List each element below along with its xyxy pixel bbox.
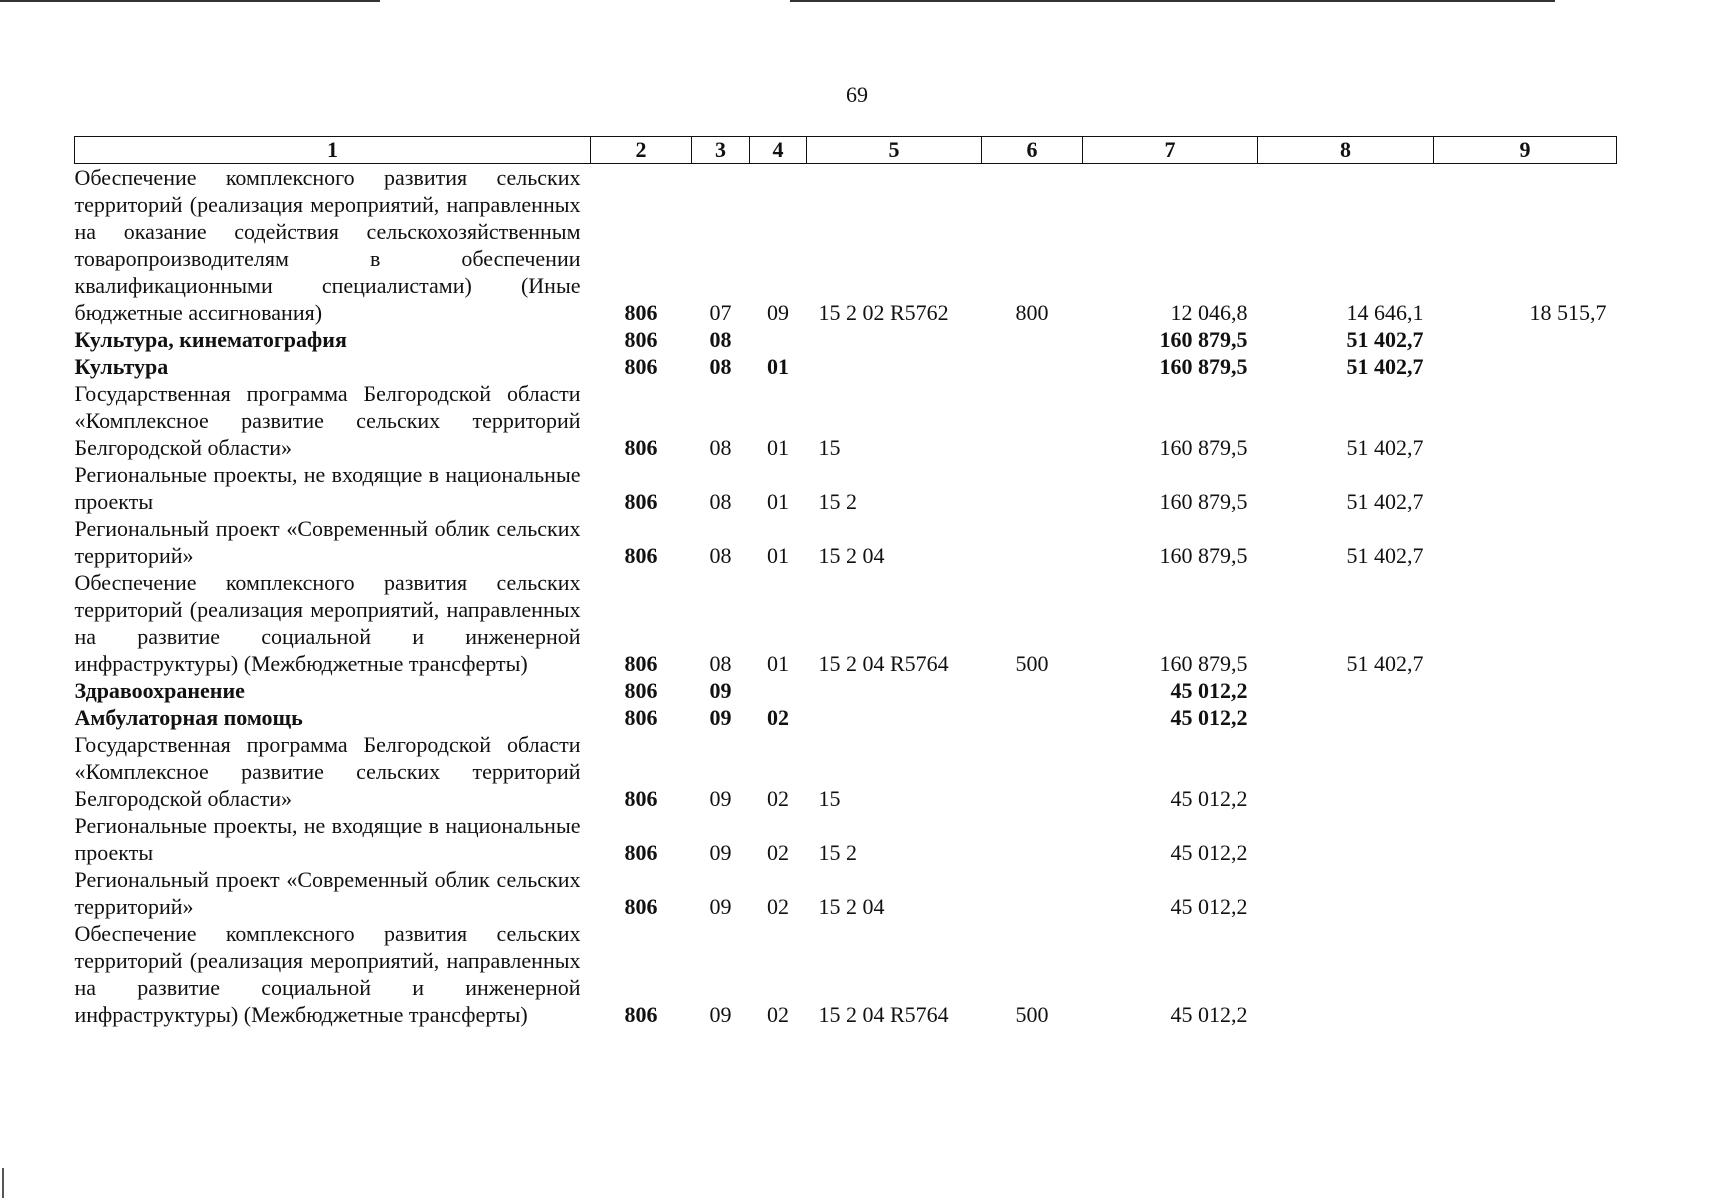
code-expense-type-cell: 500 [1015, 651, 1049, 676]
amount-column-8-cell [1258, 812, 1434, 866]
code-expense-type-cell: 800 [1015, 300, 1049, 325]
amount-column-7-cell: 45 012,2 [1170, 705, 1248, 730]
column-header-5: 5 [807, 137, 982, 164]
code-target-article-cell: 15 2 02 R5762 [818, 300, 949, 325]
code-expense-type-cell: 500 [1015, 1002, 1049, 1027]
row-name-cell: Государственная программа Белгородской области «Комплексное развитие сельских территорий Белгородской области» [74, 732, 581, 811]
code-subsection-cell: 01 [767, 543, 789, 568]
code-subsection-cell: 01 [767, 651, 789, 676]
column-header-7: 7 [1083, 137, 1258, 164]
header-row [75, 137, 1617, 164]
code-section-cell: 09 [709, 894, 732, 919]
code-expense-type-cell [982, 677, 1083, 704]
code-subsection-cell: 02 [767, 705, 789, 730]
code-subsection-cell: 02 [767, 786, 789, 811]
table-row [75, 326, 1617, 353]
code-section-cell: 09 [709, 840, 732, 865]
code-section-cell: 08 [709, 489, 732, 514]
code-ministry-cell: 806 [624, 300, 658, 325]
code-section-cell: 08 [709, 435, 732, 460]
row-name-cell: Региональные проекты, не входящие в национальные проекты [74, 813, 581, 865]
code-target-article-cell [807, 704, 982, 731]
row-name-cell: Региональные проекты, не входящие в национальные проекты [74, 462, 581, 514]
code-ministry-cell: 806 [624, 1002, 658, 1027]
scan-margin-mark [2, 1168, 4, 1198]
table-row [75, 380, 1617, 461]
code-subsection-cell [750, 677, 807, 704]
code-ministry-cell: 806 [624, 354, 658, 379]
amount-column-8-cell: 51 402,7 [1346, 651, 1424, 676]
code-subsection-cell: 01 [767, 354, 789, 379]
amount-column-9-cell [1434, 677, 1617, 704]
code-section-cell: 08 [709, 327, 732, 352]
code-target-article-cell: 15 2 04 [818, 894, 885, 919]
amount-column-9-cell [1434, 326, 1617, 353]
code-ministry-cell: 806 [624, 651, 658, 676]
code-ministry-cell: 806 [624, 489, 658, 514]
code-expense-type-cell [982, 461, 1083, 515]
amount-column-9-cell [1434, 812, 1617, 866]
code-target-article-cell: 15 2 04 R5764 [818, 1002, 949, 1027]
amount-column-7-cell: 160 879,5 [1159, 489, 1248, 514]
amount-column-9-cell [1434, 569, 1617, 677]
code-target-article-cell: 15 2 04 [818, 543, 885, 568]
row-name-cell: Обеспечение комплексного развития сельских территорий (реализация мероприятий, направленных на развитие социальной и инженерной инфраструктуры) (Межбюджетные трансферты) [74, 570, 581, 676]
table-row [75, 704, 1617, 731]
code-target-article-cell [807, 677, 982, 704]
row-name-cell: Обеспечение комплексного развития сельских территорий (реализация мероприятий, направленных на развитие социальной и инженерной инфраструктуры) (Межбюджетные трансферты) [74, 921, 581, 1027]
code-subsection-cell: 01 [767, 435, 789, 460]
scan-edge-line-left [0, 0, 380, 2]
code-expense-type-cell [982, 515, 1083, 569]
table-row [75, 461, 1617, 515]
code-subsection-cell [750, 326, 807, 353]
amount-column-9-cell [1434, 731, 1617, 812]
column-header-6: 6 [982, 137, 1083, 164]
column-header-3: 3 [692, 137, 750, 164]
code-target-article-cell: 15 2 [818, 489, 857, 514]
code-target-article-cell [807, 326, 982, 353]
amount-column-8-cell [1258, 920, 1434, 1028]
row-name-cell: Амбулаторная помощь [74, 705, 303, 730]
amount-column-7-cell: 45 012,2 [1170, 786, 1248, 811]
code-subsection-cell: 09 [767, 300, 789, 325]
amount-column-8-cell: 14 646,1 [1346, 300, 1424, 325]
table-row [75, 515, 1617, 569]
row-name-cell: Здравоохранение [74, 678, 245, 703]
amount-column-9-cell [1434, 920, 1617, 1028]
amount-column-8-cell: 51 402,7 [1346, 354, 1424, 379]
code-section-cell: 09 [709, 786, 732, 811]
code-target-article-cell [807, 353, 982, 380]
amount-column-9-cell [1434, 461, 1617, 515]
code-section-cell: 09 [709, 1002, 732, 1027]
code-section-cell: 09 [709, 705, 732, 730]
code-expense-type-cell [982, 812, 1083, 866]
code-expense-type-cell [982, 326, 1083, 353]
code-section-cell: 08 [709, 543, 732, 568]
table-row [75, 731, 1617, 812]
code-section-cell: 08 [709, 354, 732, 379]
code-ministry-cell: 806 [624, 435, 658, 460]
table-row [75, 812, 1617, 866]
amount-column-9-cell [1434, 380, 1617, 461]
code-ministry-cell: 806 [624, 786, 658, 811]
amount-column-8-cell [1258, 704, 1434, 731]
amount-column-8-cell: 51 402,7 [1346, 543, 1424, 568]
amount-column-8-cell: 51 402,7 [1346, 489, 1424, 514]
amount-column-8-cell: 51 402,7 [1346, 327, 1424, 352]
amount-column-9-cell: 18 515,7 [1529, 300, 1607, 325]
code-target-article-cell: 15 [818, 435, 841, 460]
amount-column-8-cell [1258, 677, 1434, 704]
row-name-cell: Региональный проект «Современный облик сельских территорий» [74, 867, 581, 919]
amount-column-7-cell: 160 879,5 [1159, 354, 1248, 379]
code-expense-type-cell [982, 731, 1083, 812]
amount-column-7-cell: 160 879,5 [1159, 651, 1248, 676]
code-subsection-cell: 02 [767, 894, 789, 919]
amount-column-8-cell [1258, 731, 1434, 812]
table-row [75, 569, 1617, 677]
code-section-cell: 08 [709, 651, 732, 676]
row-name-cell: Обеспечение комплексного развития сельских территорий (реализация мероприятий, направленных на оказание содействия сельскохозяйственным товаропроизводителям в обеспечении квалификационными специалистами) (Иные бюджетные ассигнования) [74, 165, 581, 325]
code-ministry-cell: 806 [624, 543, 658, 568]
amount-column-8-cell: 51 402,7 [1346, 435, 1424, 460]
code-subsection-cell: 02 [767, 1002, 789, 1027]
amount-column-9-cell [1434, 866, 1617, 920]
code-target-article-cell: 15 2 04 R5764 [818, 651, 949, 676]
code-ministry-cell: 806 [624, 840, 658, 865]
code-ministry-cell: 806 [624, 894, 658, 919]
amount-column-7-cell: 160 879,5 [1159, 543, 1248, 568]
code-ministry-cell: 806 [624, 678, 658, 703]
amount-column-7-cell: 160 879,5 [1159, 327, 1248, 352]
code-ministry-cell: 806 [624, 705, 658, 730]
table-body [75, 164, 1617, 1029]
scan-edge-line-right [790, 0, 1555, 2]
code-target-article-cell: 15 2 [818, 840, 857, 865]
code-expense-type-cell [982, 866, 1083, 920]
row-name-cell: Региональный проект «Современный облик сельских территорий» [74, 516, 581, 568]
code-subsection-cell: 02 [767, 840, 789, 865]
code-ministry-cell: 806 [624, 327, 658, 352]
amount-column-9-cell [1434, 515, 1617, 569]
amount-column-9-cell [1434, 353, 1617, 380]
amount-column-9-cell [1434, 704, 1617, 731]
code-expense-type-cell [982, 380, 1083, 461]
code-expense-type-cell [982, 353, 1083, 380]
amount-column-7-cell: 45 012,2 [1170, 840, 1248, 865]
amount-column-7-cell: 45 012,2 [1170, 678, 1248, 703]
table-row [75, 164, 1617, 327]
page-number: 69 [846, 82, 868, 107]
amount-column-7-cell: 12 046,8 [1170, 300, 1248, 325]
table-row [75, 866, 1617, 920]
column-header-8: 8 [1258, 137, 1434, 164]
column-header-9: 9 [1434, 137, 1617, 164]
code-target-article-cell: 15 [818, 786, 841, 811]
code-subsection-cell: 01 [767, 489, 789, 514]
amount-column-7-cell: 45 012,2 [1170, 894, 1248, 919]
column-header-1: 1 [75, 137, 591, 164]
amount-column-7-cell: 160 879,5 [1159, 435, 1248, 460]
amount-column-8-cell [1258, 866, 1434, 920]
budget-table [74, 136, 1617, 1028]
column-header-2: 2 [591, 137, 692, 164]
table-row [75, 677, 1617, 704]
code-section-cell: 07 [709, 300, 732, 325]
code-section-cell: 09 [709, 678, 732, 703]
amount-column-7-cell: 45 012,2 [1170, 1002, 1248, 1027]
row-name-cell: Культура, кинематография [74, 327, 347, 352]
code-expense-type-cell [982, 704, 1083, 731]
row-name-cell: Государственная программа Белгородской области «Комплексное развитие сельских территорий Белгородской области» [74, 381, 581, 460]
table-row [75, 920, 1617, 1028]
table-row [75, 353, 1617, 380]
row-name-cell: Культура [74, 354, 169, 379]
column-header-4: 4 [750, 137, 807, 164]
